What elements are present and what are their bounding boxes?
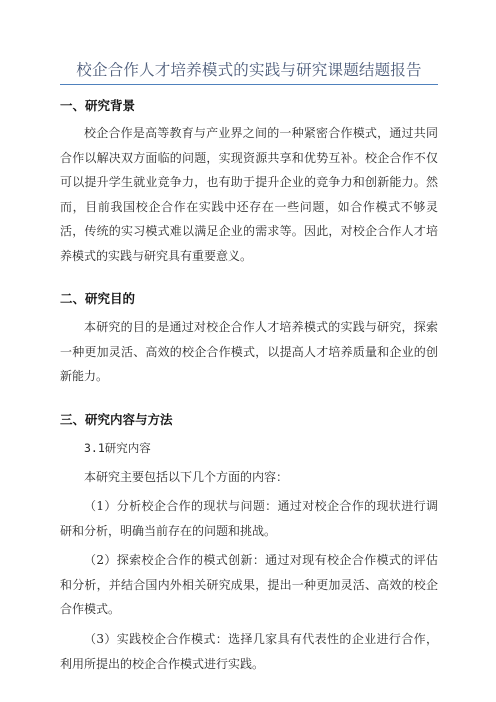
title-underline (60, 84, 438, 85)
content-item-3: （3）实践校企合作模式：选择几家具有代表性的企业进行合作，利用所提出的校企合作模式进行实践。 (60, 632, 438, 671)
purpose-paragraph: 本研究的目的是通过对校企合作人才培养模式的实践与研究，探索一种更加灵活、高效的校企合作模式，以提高人才培养质量和企业的创新能力。 (60, 320, 438, 383)
content-item-1: （1）分析校企合作的现状与问题：通过对校企合作的现状进行调研和分析，明确当前存在的问题和挑战。 (60, 499, 438, 538)
subheading-research-content: 3.1研究内容 (84, 441, 151, 455)
document-title: 校企合作人才培养模式的实践与研究课题结题报告 (76, 61, 422, 79)
content-intro: 本研究主要包括以下几个方面的内容： (84, 470, 289, 484)
background-paragraph: 校企合作是高等教育与产业界之间的一种紧密合作模式，通过共同合作以解决双方面临的问题，实现资源共享和优势互补。校企合作不仅可以提升学生就业竞争力，也有助于提升企业的竞争力和创新能力。然而，目前我国校企合作在实践中还存在一些问题，如合作模式不够灵活，传统的实习模式难以满足企业的需求等。因此，对校企合作人才培养模式的实践与研究具有重要意义。 (60, 126, 438, 263)
section-heading-background: 一、研究背景 (60, 98, 136, 113)
section-heading-purpose: 二、研究目的 (60, 291, 136, 306)
section-heading-content-method: 三、研究内容与方法 (60, 412, 173, 427)
content-item-2: （2）探索校企合作的模式创新：通过对现有校企合作模式的评估和分析，并结合国内外相关研究成果，提出一种更加灵活、高效的校企合作模式。 (60, 553, 438, 616)
